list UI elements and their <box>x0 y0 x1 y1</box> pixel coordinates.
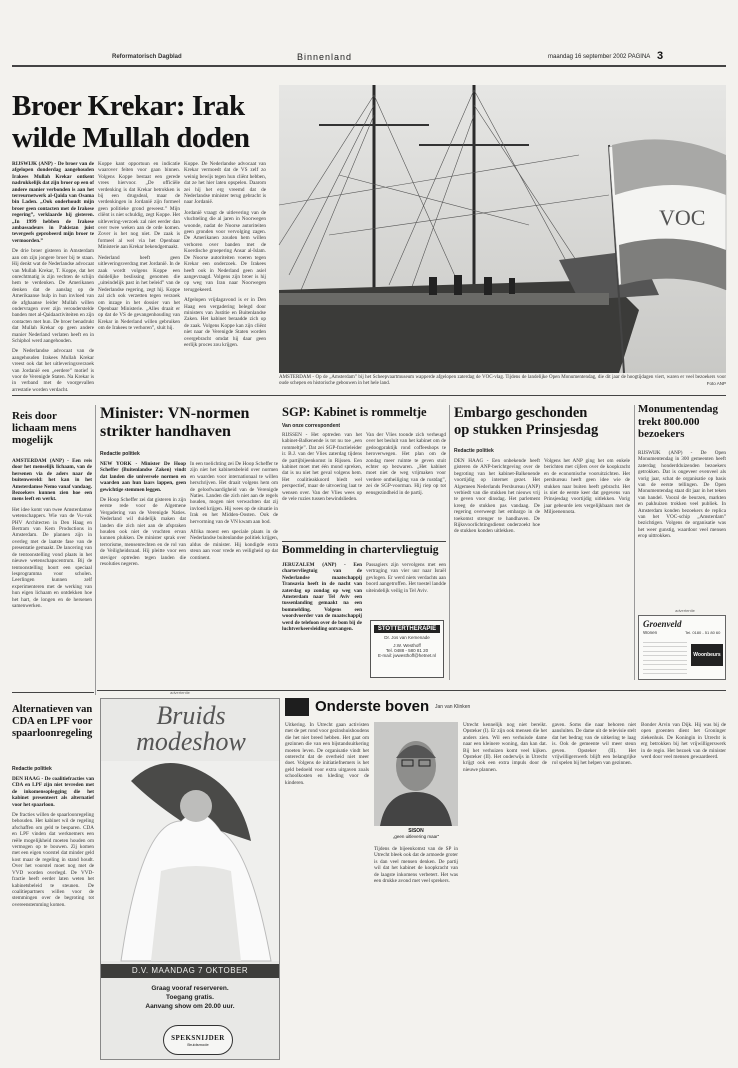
svg-text:VOC: VOC <box>659 205 706 230</box>
monument-body <box>638 450 726 608</box>
minister-column-2 <box>190 461 278 689</box>
embargo-headline-line1: Embargo geschonden <box>454 405 588 421</box>
sison-photo <box>374 722 458 826</box>
minister-column-1 <box>100 461 186 689</box>
lead-body-2b: Nederland heeft geen uitleveringsverdrag met Jordanië. In de zaak wordt volgens Koppe een duidelijke beslissing genomen die „uiteindelijk past in het beleid” van de Nederlandse regering, zegt hij. Koppe zal zich ook verzetten tegen verzoek om inzage in het dossier van het Openbaar Ministerie. „Alles draait er op dat de VS de gevangenhouding van Krekar in Nederland willen gebruiken om de Irakees te verhoren”, sluit hij. <box>98 254 180 332</box>
bommelding-column-2 <box>366 562 446 620</box>
alternatieven-body <box>12 776 94 1060</box>
alternatieven-headline: Alternatieven van CDA en LPF voor spaarloonregeling <box>12 704 93 739</box>
onderste-body-2: Tijdens de bijeenkomst van de SP in Utrecht bleek ook dat de armoede groter is dan veel mensen denken. De partij wil dat het kabinet de koopkracht van de laagste inkomens verbetert. Het was een drukke avond met veel sprekers. <box>374 846 458 885</box>
minister-body-2: In een toelichting zei De Hoop Scheffer te zijn niet het kabinetsbeleid over normen en waarden voor internationaal te willen herschrijven. Het draait volgens hem om de geloofwaardigheid van de Verenigde Naties. Landen die zich niet aan de regels houden, mogen niet verwachten dat zij invloed krijgen. Hij wees op de situatie in Irak en het Midden-Oosten. Ook de hervorming van de VN kwam aan bod. <box>190 461 278 525</box>
section-title: Binnenland <box>297 52 353 62</box>
bruids-invite-2: Toegang gratis. <box>166 994 214 1001</box>
stotter-ad-phone: Tel. 0488 - 580 81 20 <box>385 648 429 653</box>
sison-photo-image <box>374 722 458 826</box>
lead-body-2: Koppe kant opportuun en indicatie waarover feiten voor gaan binnen. Volgens Koppe bestaat een gerede vrees hiervoor. „De officiële verdenking is dat Krekar betrokken is bij een drugsdeal, maar de verdenkingen in Jordanië zijn formeel geen politieke grond geweest.” Mijn cliënt is niet schuldig, zegt Koppe. Het uitlevering-verzoek zal niet eerder dan over twee weken aan de orde komen. Zover is het nog niet. De zaak is formeel al wel via het Openbaar Ministerie aan Krekar bekendgemaakt. <box>98 161 180 251</box>
stotter-ad-sub: Dr. Jos van Kemenade <box>384 635 430 640</box>
sgp-column-1 <box>282 432 362 539</box>
lichaam-intro: AMSTERDAM (ANP) - Een reis door het menselijk lichaam, van de hersenen via de aders naar de buitenwereld: het kan in het Amsterdamse Nemo vanaf vandaag. Bezoekers kunnen zien hoe een mens leeft en werkt. <box>12 458 92 503</box>
onderste-boven-author: Jan van Klinken <box>435 704 471 710</box>
bruids-ad[interactable] <box>100 698 280 1060</box>
lead-column-3 <box>184 161 266 365</box>
column-divider-3 <box>634 405 635 680</box>
embargo-headline <box>454 405 644 445</box>
bommelding-body-1: JERUZALEM (ANP) - Een chartervliegtuig van de Nederlandse maatschappij Transavia heeft in de nacht van zaterdag op zondag op weg van Amsterdam naar Tel Aviv een tussenlanding gemaakt na een bommelding. Volgens een woordvoerder van de maatschappij werd de telefoon over de bom bij de luchtverkeersleiding ontvangen. <box>282 562 362 633</box>
onderste-body-4: gaven. Soms die naar behoren niet aansluiten. De dame uit de televisie stelt dat het bedrag van de uitkering te laag is. Ook de gemeente wil meer steun geven. Opsteker (II). Het vrijwilligerswerk blijft een belangrijke rol spelen bij het helpen van gezinnen. <box>552 722 636 767</box>
sgp-column-2 <box>366 432 446 539</box>
alternatieven-rule <box>12 692 94 693</box>
stotter-ad[interactable] <box>370 620 444 678</box>
onderste-col-5 <box>641 722 726 1058</box>
sgp-body-2: Van der Vlies toonde zich verheugd over het besluit van het kabinet om de gedoogpraktijk rond coffeeshops te heroverwegen. Het plan om de zondag meer ruimte te geven stuit echter op bezwaren. „Het kabinet moet niet de weg vrijmaken voor verdere ontheiliging van de rustdag”, zei de SGP-voorman. Hij riep op tot eensgezindheid in de partij. <box>366 432 446 496</box>
embargo-body-2: Volgens het ANP ging het om enkele berichten met cijfers over de koopkracht en de economische vooruitzichten. Het persbureau heeft geen idee wie de stukken naar buiten heeft gebracht. Het is niet de eerste keer dat gegevens van Prinsjesdag voortijdig uitlekken. Vorig jaar gebeurde iets vergelijkbaars met de Miljoenennota. <box>544 458 630 516</box>
onderste-boven-banner <box>285 698 726 716</box>
top-section-rule <box>12 395 726 396</box>
onderste-boven-title: Onderste boven <box>315 698 430 715</box>
lead-body-3: Koppe. De Nederlandse advocaat van Krekar vermoedt dat de VS zelf zo weinig bewijs tegen hun cliënt hebben, dat ze het hier laten opspelen. Daarom zei hij het erg vreemd dat de Nederlandse minister terug gebracht is naar Jordanië. <box>184 161 266 206</box>
bruids-title-line1: Bruids <box>156 701 226 730</box>
column-divider-2 <box>449 405 450 680</box>
sgp-body-1: RIJSSEN - Het optreden van het kabinet-Balkenende is tot nu toe „een rommeltje”. Dat zei SGP-fractieleider ir. B.J. van der Vlies zaterdag tijdens de partijbijeenkomst in Rijssen. Een kabinet moet met één mond spreken, dat is nu niet het geval volgens hem. Het coalitieakkoord biedt wel perspectief, maar de uitvoering laat te wensen over. Van der Vlies wees op de vele ruzies tussen bewindslieden. <box>282 432 362 503</box>
embargo-headline-line2: op stukken Prinsjesdag <box>454 422 599 438</box>
lichaam-text: Het idee komt van twee Amsterdamse wetenschappers. Wie van de Vu-vak PHV Architecten in Den Haag en Bertram van Kem Productions in Amsterdam. De plannen zijn in overleg met de laatste fase van de presentatie gemaakt. De lancering van de tentoonstelling vond plaats in het nieuwe wetenschapscentrum. Bij de tentoonstelling hoort een speciaal lesprogramma voor scholen. Leerlingen kunnen zelf experimenteren met de werking van hun eigen lichaam en ontdekken hoe het hart, de longen en de hersenen samenwerken. <box>12 506 92 609</box>
monument-text: RIJSWIJK (ANP) - De Open Monumentendag in 300 gemeenten heeft zaterdag honderdduizenden bezoekers getrokken. Dat is ongeveer evenveel als vorig jaar, schat de organisatie op basis van de eerste tellingen. De Open Monumentendag staat dit jaar in het teken van handel. Vooral de beurzen, markten en pakhuizen trokken veel publiek. In Amsterdam konden bezoekers de replica van het VOC-schip „Amsterdam” bezichtigen. Volgens de organisatie was het weer gunstig, waardoor veel mensen erop uittrokken. <box>638 450 726 540</box>
speksnijder-name: SPEKSNIJDER <box>171 1034 225 1042</box>
lead-body-1: De drie broer gisteren in Amsterdam aan om zijn jongere broer bij te staan. Hij denkt wat de Nederlandse advocaat van Mullah Krekar, T. Koppe, dat het onrechtmatig is zijn vechten de schijn hem te verdenken. De Amerikanen denken dat de aanslag op de Amerikaanse hulp in hun invloed van de afghaanse leider Mullah willen ondervragen over zijn veronderstelde banden met al-Qaidaactiviteiten en zijn contacten met hun. De broer benadrukt dat Mullah Krekar op geen andere manier Nederland verlaten heeft en in Schiphol werd aangehouden. <box>12 248 94 344</box>
onderste-col-1 <box>285 722 369 1058</box>
lead-headline <box>12 90 282 156</box>
masthead-rule <box>12 65 726 67</box>
embargo-column-1 <box>454 458 540 680</box>
onderste-body-3: Utrecht kennelijk nog niet bereikt. Opsteker (I). Er zijn ook mensen die het anders zien. Wil een verhuisde dame naar een kleinere woning, dan kan dat. Bij het verhuizen komt veel kijken. Opsteker (II). Het onderwijs in Utrecht krijgt ook een extra impuls door de nieuwe plannen. <box>463 722 547 773</box>
masthead <box>12 52 726 64</box>
bride-photo <box>101 761 279 961</box>
stotter-ad-email: E-mail: jwwesthoff@hetnet.nl <box>377 653 436 658</box>
lead-body-1b: De Nederlandse advocaat van de aangehouden Irakees Mullah Krekar vreest ook dat het uitleveringsverzoek van Jordanië een „eerdere” motief is voor de Verenigde Staten. Na Krekar is in verband met de voorgevallen arrestatie worden verdacht. <box>12 348 94 393</box>
photo-caption <box>279 375 726 392</box>
groenveld-phone: Tel. 0180 - 51 80 60 <box>685 630 721 635</box>
minister-intro: NEW YORK - Minister De Hoop Scheffer (Buitenlandse Zaken) vindt dat landen die universele normen en waarden aan hun laars lappen, geen gewichtige stemmen leggen. <box>100 461 186 493</box>
page-date: maandag 16 september 2002 PAGINA <box>548 54 651 60</box>
groenveld-lines <box>643 640 687 676</box>
lead-headline-line2: wilde Mullah doden <box>12 122 250 154</box>
sison-caption-name: SISON <box>408 828 424 834</box>
bruids-invite-1: Graag vooraf reserveren. <box>151 985 229 992</box>
lichaam-headline: Reis door lichaam mens mogelijk <box>12 410 77 446</box>
bruids-date: D.V. MAANDAG 7 OKTOBER <box>101 964 279 978</box>
bruids-title <box>101 703 281 759</box>
onderste-body-1: Uitkering. In Utrecht gaan activisten met de pet rond voor gezinshuishoudens die het niet breed hebben. Het gaat om gezinnen die van een bijstandsuitkering moeten leven. De organisatie vindt het onterecht dat de overheid niet meer doet. Volgens de initiatiefnemers is het geld bedoeld voor extra uitgaven zoals schoolkosten en kleding voor de kinderen. <box>285 722 369 786</box>
onderste-boven-black <box>285 698 309 716</box>
onderste-col-4 <box>552 722 636 1058</box>
bruids-invite-3: Aanvang show om 20.00 uur. <box>145 1003 235 1010</box>
alternatieven-intro: DEN HAAG - De coalitiefracties van CDA en LPF zijn niet tevreden met de inkomensoplegging die het kabinet presenteert als alternatief voor het spaarloon. <box>12 776 94 808</box>
stotter-ad-addr: J.W. Westhoff <box>393 643 421 648</box>
groenveld-sub: Wonen <box>643 630 658 635</box>
photo-credit: Foto ANP <box>706 381 726 386</box>
speksnijder-sub: Bruidsmode <box>187 1042 209 1047</box>
onderste-col-3 <box>463 722 547 1058</box>
lead-headline-line1: Broer Krekar: Irak <box>12 90 245 122</box>
sison-caption-sub: „geen uitlevering maar” <box>392 834 440 839</box>
lead-column-2 <box>98 161 180 365</box>
alternatieven-kicker: Redactie politiek <box>12 766 52 772</box>
lead-intro: RIJSWIJK (ANP) - De broer van de afgelopen donderdag aangehouden Irakees Mullah Krekar ontkent nadrukkelijk dat zijn broer op een of andere manier verbonden is aan het terreurnetwerk al-Qaida van Osama bin Laden. „Ook onderhoudt mijn broer geen contacten met de Irakese regering”, verklaarde hij gisteren. „In 1999 hebben de Irakese ambassadeurs in Pakistan juist tevergeefs geprobeerd mijn broer te vermoorden.” <box>12 161 94 244</box>
photo-caption-text: AMSTERDAM - Op de „Amsterdam” bij het Scheepvaartmuseum wapperde afgelopen zaterdag de VOC-vlag. Tijdens de landelijke Open Monumentendag, die dit jaar de hoogtijdagen viert, waren er veel bezoekers voor oude schepen en historische gebouwen in het hele land. <box>279 375 726 386</box>
minister-body-2b: Afrika moest een speciale plaats in de Nederlandse buitenlandse politiek krijgen, aldus de minister. Hij kondigde extra steun aan voor vrede en veiligheid op dat continent. <box>190 529 278 561</box>
bruids-title-line2: modeshow <box>136 727 246 756</box>
paper-name: Reformatorisch Dagblad <box>112 54 182 60</box>
embargo-body-1: DEN HAAG - Een onbekende heeft gisteren de ANP-berichtgeving over de begroting van het kabinet-Balkenende voortijdig op internet gezet. Het Algemeen Nederlands Persbureau (ANP) verbiedt van die stukken het nieuws vrij te geven voor dinsdag. Het parlement kreeg de stukken pas vandaag. De regering overweegt het embargo in de toekomst strenger te handhaven. De Rijksvoorlichtingsdienst onderzoekt hoe de stukken konden uitlekken. <box>454 458 540 535</box>
embargo-kicker: Redactie politiek <box>454 448 494 454</box>
sgp-kicker: Van onze correspondent <box>282 423 341 429</box>
groenveld-brand: Groenveld <box>643 619 682 629</box>
speksnijder-logo <box>163 1025 233 1055</box>
page-number: 3 <box>657 50 664 62</box>
lead-body-3b: Jordanië vraagt de uitlevering van de vluchteling die al jaren in Noorwegen woonde, nadat de Noorse autoriteiten geen gronden voor vervolging zagen. De Amerikanen zouden hem willen verhoren over banden met de Koerdische groepering Ansar al-Islam. De Noorse autoriteiten voeren tegen Krekar een onderzoek. De Irakees heeft ook in Nederland geen asiel aangevraagd. Volgens zijn broer is hij op weg van Iran naar Noorwegen teruggekeerd. <box>184 209 266 293</box>
monument-headline: Monumentendag trekt 800.000 bezoekers <box>638 403 719 440</box>
bruids-invite <box>101 984 279 1020</box>
groenveld-badge: Woonbeurs <box>691 644 723 666</box>
sgp-headline: SGP: Kabinet is rommeltje <box>282 405 427 419</box>
bommelding-column-1 <box>282 562 362 680</box>
sison-caption <box>374 828 458 844</box>
minister-headline <box>100 405 280 447</box>
column-divider-1 <box>95 405 96 695</box>
onderste-body-5: Bonder Arvin van Dijk. Hij was bij de open groenten dient het Groninger ziekenhuis. De Koningin in Utrecht is erg betrokken bij het vrijwilligerswerk in de regio. Het bezoek van de minister werd door veel mensen gewaardeerd. <box>641 722 726 761</box>
lead-body-3c: Afgelopen vrijdagavond is er in Den Haag een vergadering belegd door ministers van Justitie en Buitenlandse Zaken. Het kabinet beraadde zich op de zaak. Volgens Koppe kan zijn cliënt niet naar de Verenigde Staten worden overgebracht omdat hij daar geen eerlijk proces zou krijgen. <box>184 297 266 348</box>
minister-headline-line1: Minister: VN-normen <box>100 405 250 422</box>
minister-body-1: De Hoop Scheffer zei dat gisteren in zijn eerste rede voor de Algemene Vergadering van de Verenigde Naties. Nederland wil duidelijk maken dat landen die zich niet aan de afspraken houden ook niet de vruchten ervan kunnen plukken. De minister sprak over terrorisme, mensenrechten en de rol van de Veiligheidsraad. Hij pleitte voor een steviger optreden tegen landen die resoluties negeren. <box>100 497 186 568</box>
bruids-ad-label: advertentie <box>170 690 190 695</box>
bommelding-rule <box>282 541 446 542</box>
embargo-column-2 <box>544 458 630 680</box>
minister-headline-line2: strikter handhaven <box>100 423 231 440</box>
bommelding-body-2: Passagiers zijn vervolgens met een vertraging van vier uur naar Israël gevlogen. Er werd niets verdachts aan boord aangetroffen. Het toestel landde uiteindelijk veilig in Tel Aviv. <box>366 562 446 594</box>
onderste-col-2 <box>374 846 458 1058</box>
minister-kicker: Redactie politiek <box>100 451 140 457</box>
groenveld-ad[interactable] <box>638 615 726 680</box>
lichaam-body <box>12 458 92 686</box>
stotter-ad-name: STOTTERTHERAPIE <box>374 625 440 633</box>
alternatieven-text: De fracties willen de spaarloonregeling behouden. Het kabinet wil de regeling afschaffen om geld te besparen. CDA en LPF vinden dat werknemers een reële mogelijkheid moeten houden om vermogen op te bouwen. Zij komen met een eigen voorstel dat minder geld kost maar de regeling in stand houdt. Over het voorstel moet nog met de VVD worden overlegd. De VVD-fractie heeft eerder laten weten het kabinetsbeleid te steunen. De coalitiepartners willen voor de stemmingen over de begroting tot overeenstemming komen. <box>12 812 94 908</box>
groenveld-ad-label: advertentie <box>675 608 695 613</box>
ship-photo-image <box>279 85 726 373</box>
bommelding-headline: Bommelding in chartervliegtuig <box>282 544 439 556</box>
lead-column-1 <box>12 161 94 393</box>
ship-photo <box>279 85 726 373</box>
